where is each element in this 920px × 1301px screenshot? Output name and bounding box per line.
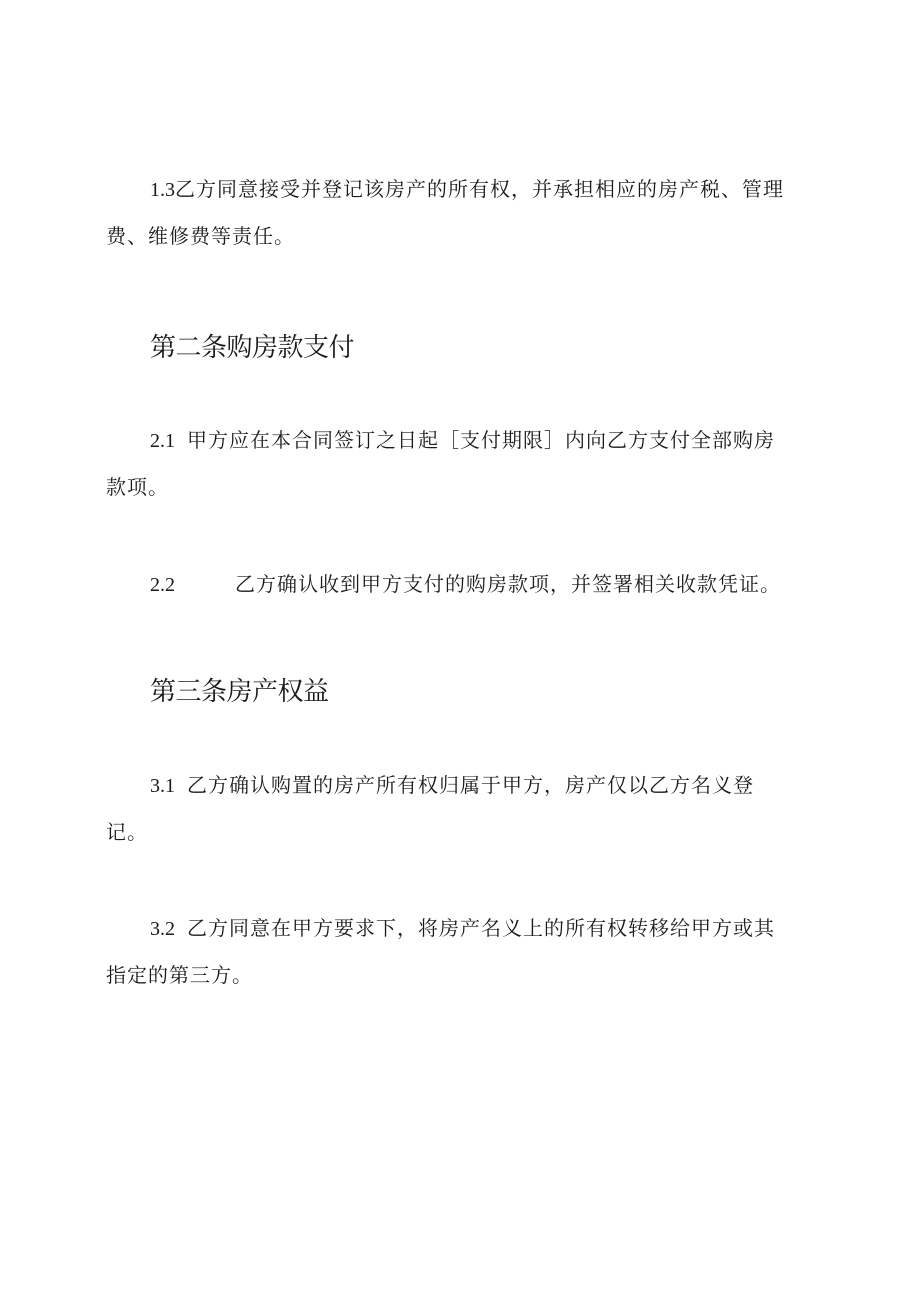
article-3-heading: 第三条房产权益 — [150, 677, 329, 707]
clause-text: 乙方确认购置的房产所有权归属于甲方，房产仅以乙方名义登 — [187, 773, 754, 797]
clause-3-2 — [106, 905, 816, 998]
clause-number: 1.3 — [150, 179, 175, 201]
clause-number: 2.2 — [150, 574, 175, 596]
article-2-heading: 第二条购房款支付 — [150, 333, 355, 363]
clause-1-3 — [106, 166, 816, 259]
clause-number: 2.1 — [150, 430, 175, 452]
clause-3-1 — [106, 762, 816, 855]
clause-text: 乙方同意接受并登记该房产的所有权，并承担相应的房产税、管理 — [175, 177, 784, 201]
clause-3-1-line-1 — [106, 762, 816, 809]
clause-number: 3.2 — [150, 918, 175, 940]
clause-3-2-line-2: 指定的第三方。 — [106, 963, 253, 987]
clause-text: 甲方应在本合同签订之日起［支付期限］内向乙方支付全部购房 — [187, 428, 775, 452]
clause-2-1-line-1 — [106, 417, 816, 464]
clause-3-2-line-1 — [106, 905, 816, 952]
clause-2-2-line-1 — [106, 561, 816, 608]
clause-1-3-line-2: 费、维修费等责任。 — [106, 224, 295, 248]
clause-2-1-line-2: 款项。 — [106, 475, 169, 499]
clause-text: 乙方同意在甲方要求下，将房产名义上的所有权转移给甲方或其 — [187, 916, 775, 940]
clause-2-1 — [106, 417, 816, 510]
clause-number: 3.1 — [150, 775, 175, 797]
clause-text: 乙方确认收到甲方支付的购房款项，并签署相关收款凭证。 — [235, 572, 781, 596]
clause-3-1-line-2: 记。 — [106, 820, 148, 844]
clause-2-2 — [106, 561, 816, 608]
clause-1-3-line-1 — [106, 166, 816, 213]
